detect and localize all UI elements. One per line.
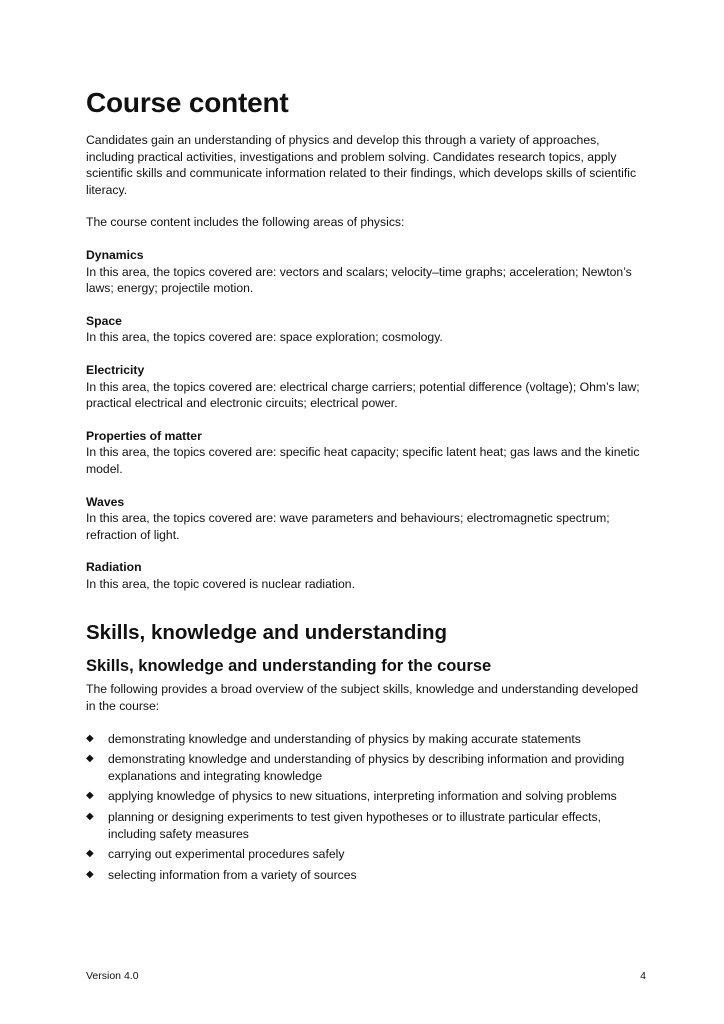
skills-intro: The following provides a broad overview of the subject skills, knowledge and understanding developed in the course: [86, 682, 639, 714]
footer-version: Version 4.0 [86, 970, 139, 982]
skills-subheading: Skills, knowledge and understanding for the course [86, 657, 492, 676]
list-item-text: carrying out experimental procedures safely [108, 847, 345, 862]
list-item [86, 867, 646, 884]
area-electricity [86, 362, 646, 412]
area-title: Waves [86, 494, 125, 509]
areas-intro: The course content includes the following areas of physics: [86, 215, 405, 230]
area-space [86, 313, 646, 346]
area-waves [86, 494, 646, 544]
list-item [86, 788, 646, 805]
list-item-text: demonstrating knowledge and understanding of physics by making accurate statements [108, 731, 581, 746]
list-item [86, 751, 646, 784]
area-description: In this area, the topics covered are: wave parameters and behaviours; electromagnetic spectrum; refraction of light. [86, 511, 610, 542]
area-title: Properties of matter [86, 428, 202, 443]
area-properties-of-matter [86, 428, 646, 478]
area-description: In this area, the topics covered are: electrical charge carriers; potential difference (voltage); Ohm’s law; practical electrical and electronic circuits; electrical power. [86, 379, 640, 411]
area-description: In this area, the topics covered are: specific heat capacity; specific latent heat; gas laws and the kinetic model. [86, 445, 640, 476]
area-radiation [86, 559, 646, 592]
list-item-text: applying knowledge of physics to new situations, interpreting information and solving problems [108, 789, 617, 804]
footer-page-number: 4 [640, 970, 646, 982]
list-item-text: selecting information from a variety of sources [108, 867, 357, 882]
diamond-bullet-icon: ◆ [86, 868, 94, 880]
area-description: In this area, the topic covered is nuclear radiation. [86, 576, 355, 591]
diamond-bullet-icon: ◆ [86, 732, 94, 744]
page-content [86, 86, 646, 887]
intro-paragraph: Candidates gain an understanding of physics and develop this through a variety of approaches, including practical activities, investigations and problem solving. Candidates research topics, apply scientific skills and communicate information related to their findings, which develops skills of scientific literacy. [86, 133, 637, 197]
page-title: Course content [86, 87, 289, 118]
list-item [86, 731, 646, 748]
list-item-text: demonstrating knowledge and understanding of physics by describing information and providing explanations and integrating knowledge [108, 752, 625, 783]
area-dynamics [86, 247, 646, 297]
diamond-bullet-icon: ◆ [86, 753, 94, 765]
area-title: Electricity [86, 362, 145, 377]
diamond-bullet-icon: ◆ [86, 790, 94, 802]
diamond-bullet-icon: ◆ [86, 811, 94, 823]
area-description: In this area, the topics covered are: vectors and scalars; velocity–time graphs; acceleration; Newton’s laws; energy; projectile motion. [86, 264, 632, 296]
list-item [86, 809, 646, 842]
list-item-text: planning or designing experiments to test given hypotheses or to illustrate particular effects, including safety measures [108, 810, 601, 841]
diamond-bullet-icon: ◆ [86, 848, 94, 860]
area-title: Dynamics [86, 247, 144, 262]
list-item [86, 846, 646, 863]
area-title: Radiation [86, 560, 142, 575]
area-description: In this area, the topics covered are: space exploration; cosmology. [86, 330, 443, 345]
skills-list [86, 731, 646, 884]
area-title: Space [86, 313, 122, 328]
skills-heading: Skills, knowledge and understanding [86, 621, 448, 645]
